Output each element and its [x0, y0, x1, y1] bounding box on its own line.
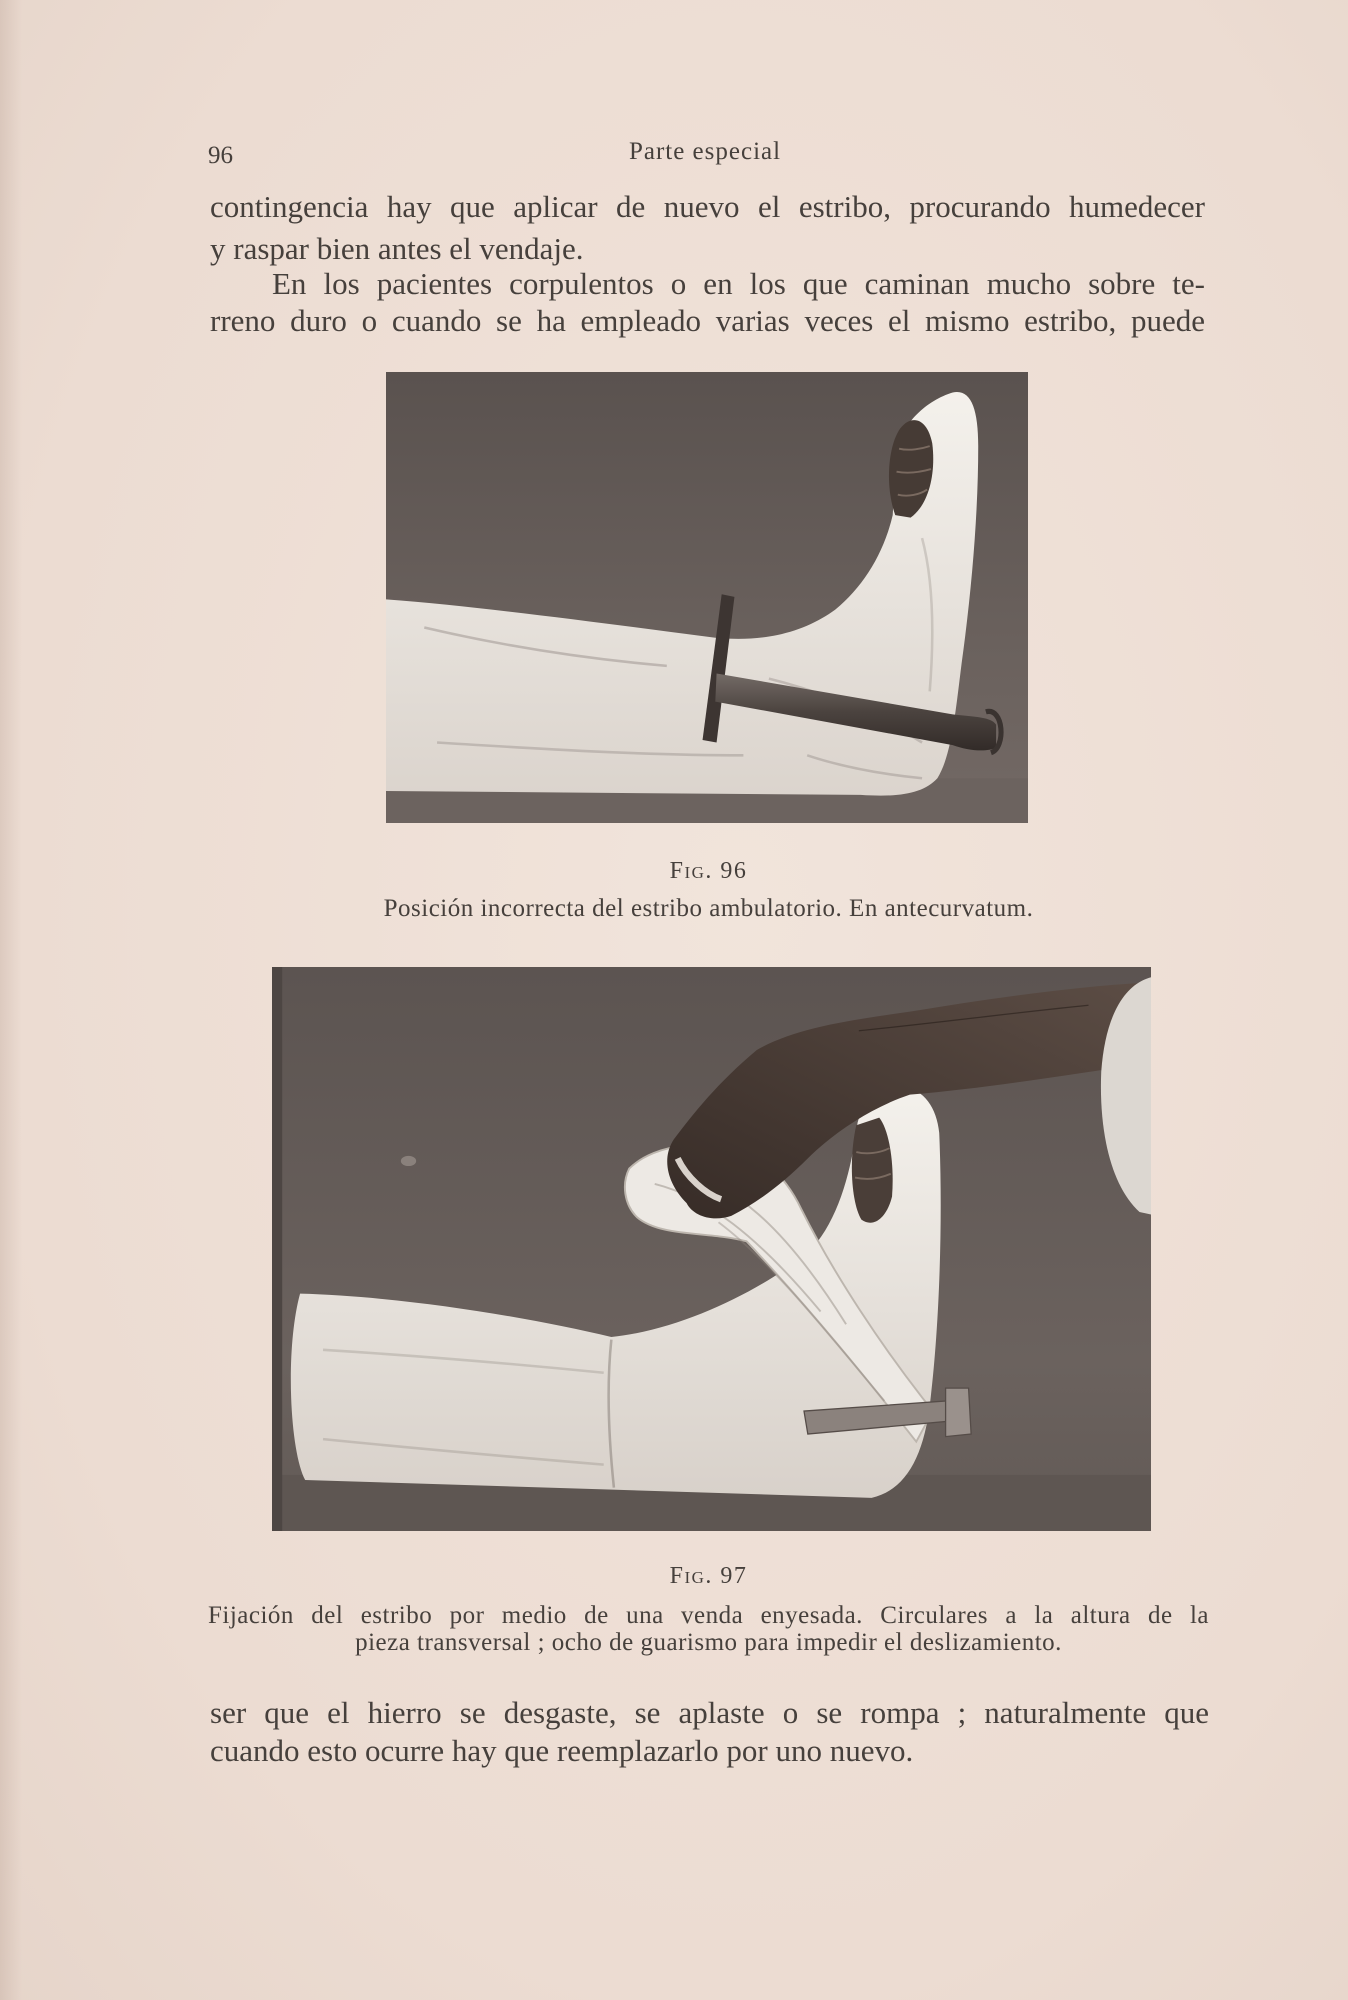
body-text-line: ser que el hierro se desgaste, se aplaste o se rompa ; naturalmente que — [210, 1695, 1209, 1730]
figure-97-caption-line: Fijación del estribo por medio de una venda enyesada. Circulares a la altura de la — [208, 1602, 1209, 1629]
page-number: 96 — [208, 142, 233, 169]
figure-97-label: Fig. 97 — [669, 1563, 748, 1589]
toes — [852, 1118, 893, 1223]
body-text-line: cuando esto ocurre hay que reemplazarlo por uno nuevo. — [210, 1733, 914, 1768]
running-title: Parte especial — [628, 138, 782, 165]
body-text-line: En los pacientes corpulentos o en los que caminan mucho sobre te- — [272, 266, 1205, 301]
figure-97-photo — [272, 967, 1151, 1531]
figure-96-caption: Posición incorrecta del estribo ambulatorio. En antecurvatum. — [383, 895, 1034, 922]
body-text-line: contingencia hay que aplicar de nuevo el estribo, procurando humedecer — [210, 189, 1205, 224]
figure-96-photo — [386, 372, 1028, 823]
figure-97-caption-line: pieza transversal ; ocho de guarismo para impedir el deslizamiento. — [355, 1629, 1062, 1656]
body-text-line: y raspar bien antes el vendaje. — [210, 231, 584, 266]
figure-96-label: Fig. 96 — [669, 858, 748, 884]
body-text-line: rreno duro o cuando se ha empleado varias veces el mismo estribo, puede — [210, 303, 1205, 338]
